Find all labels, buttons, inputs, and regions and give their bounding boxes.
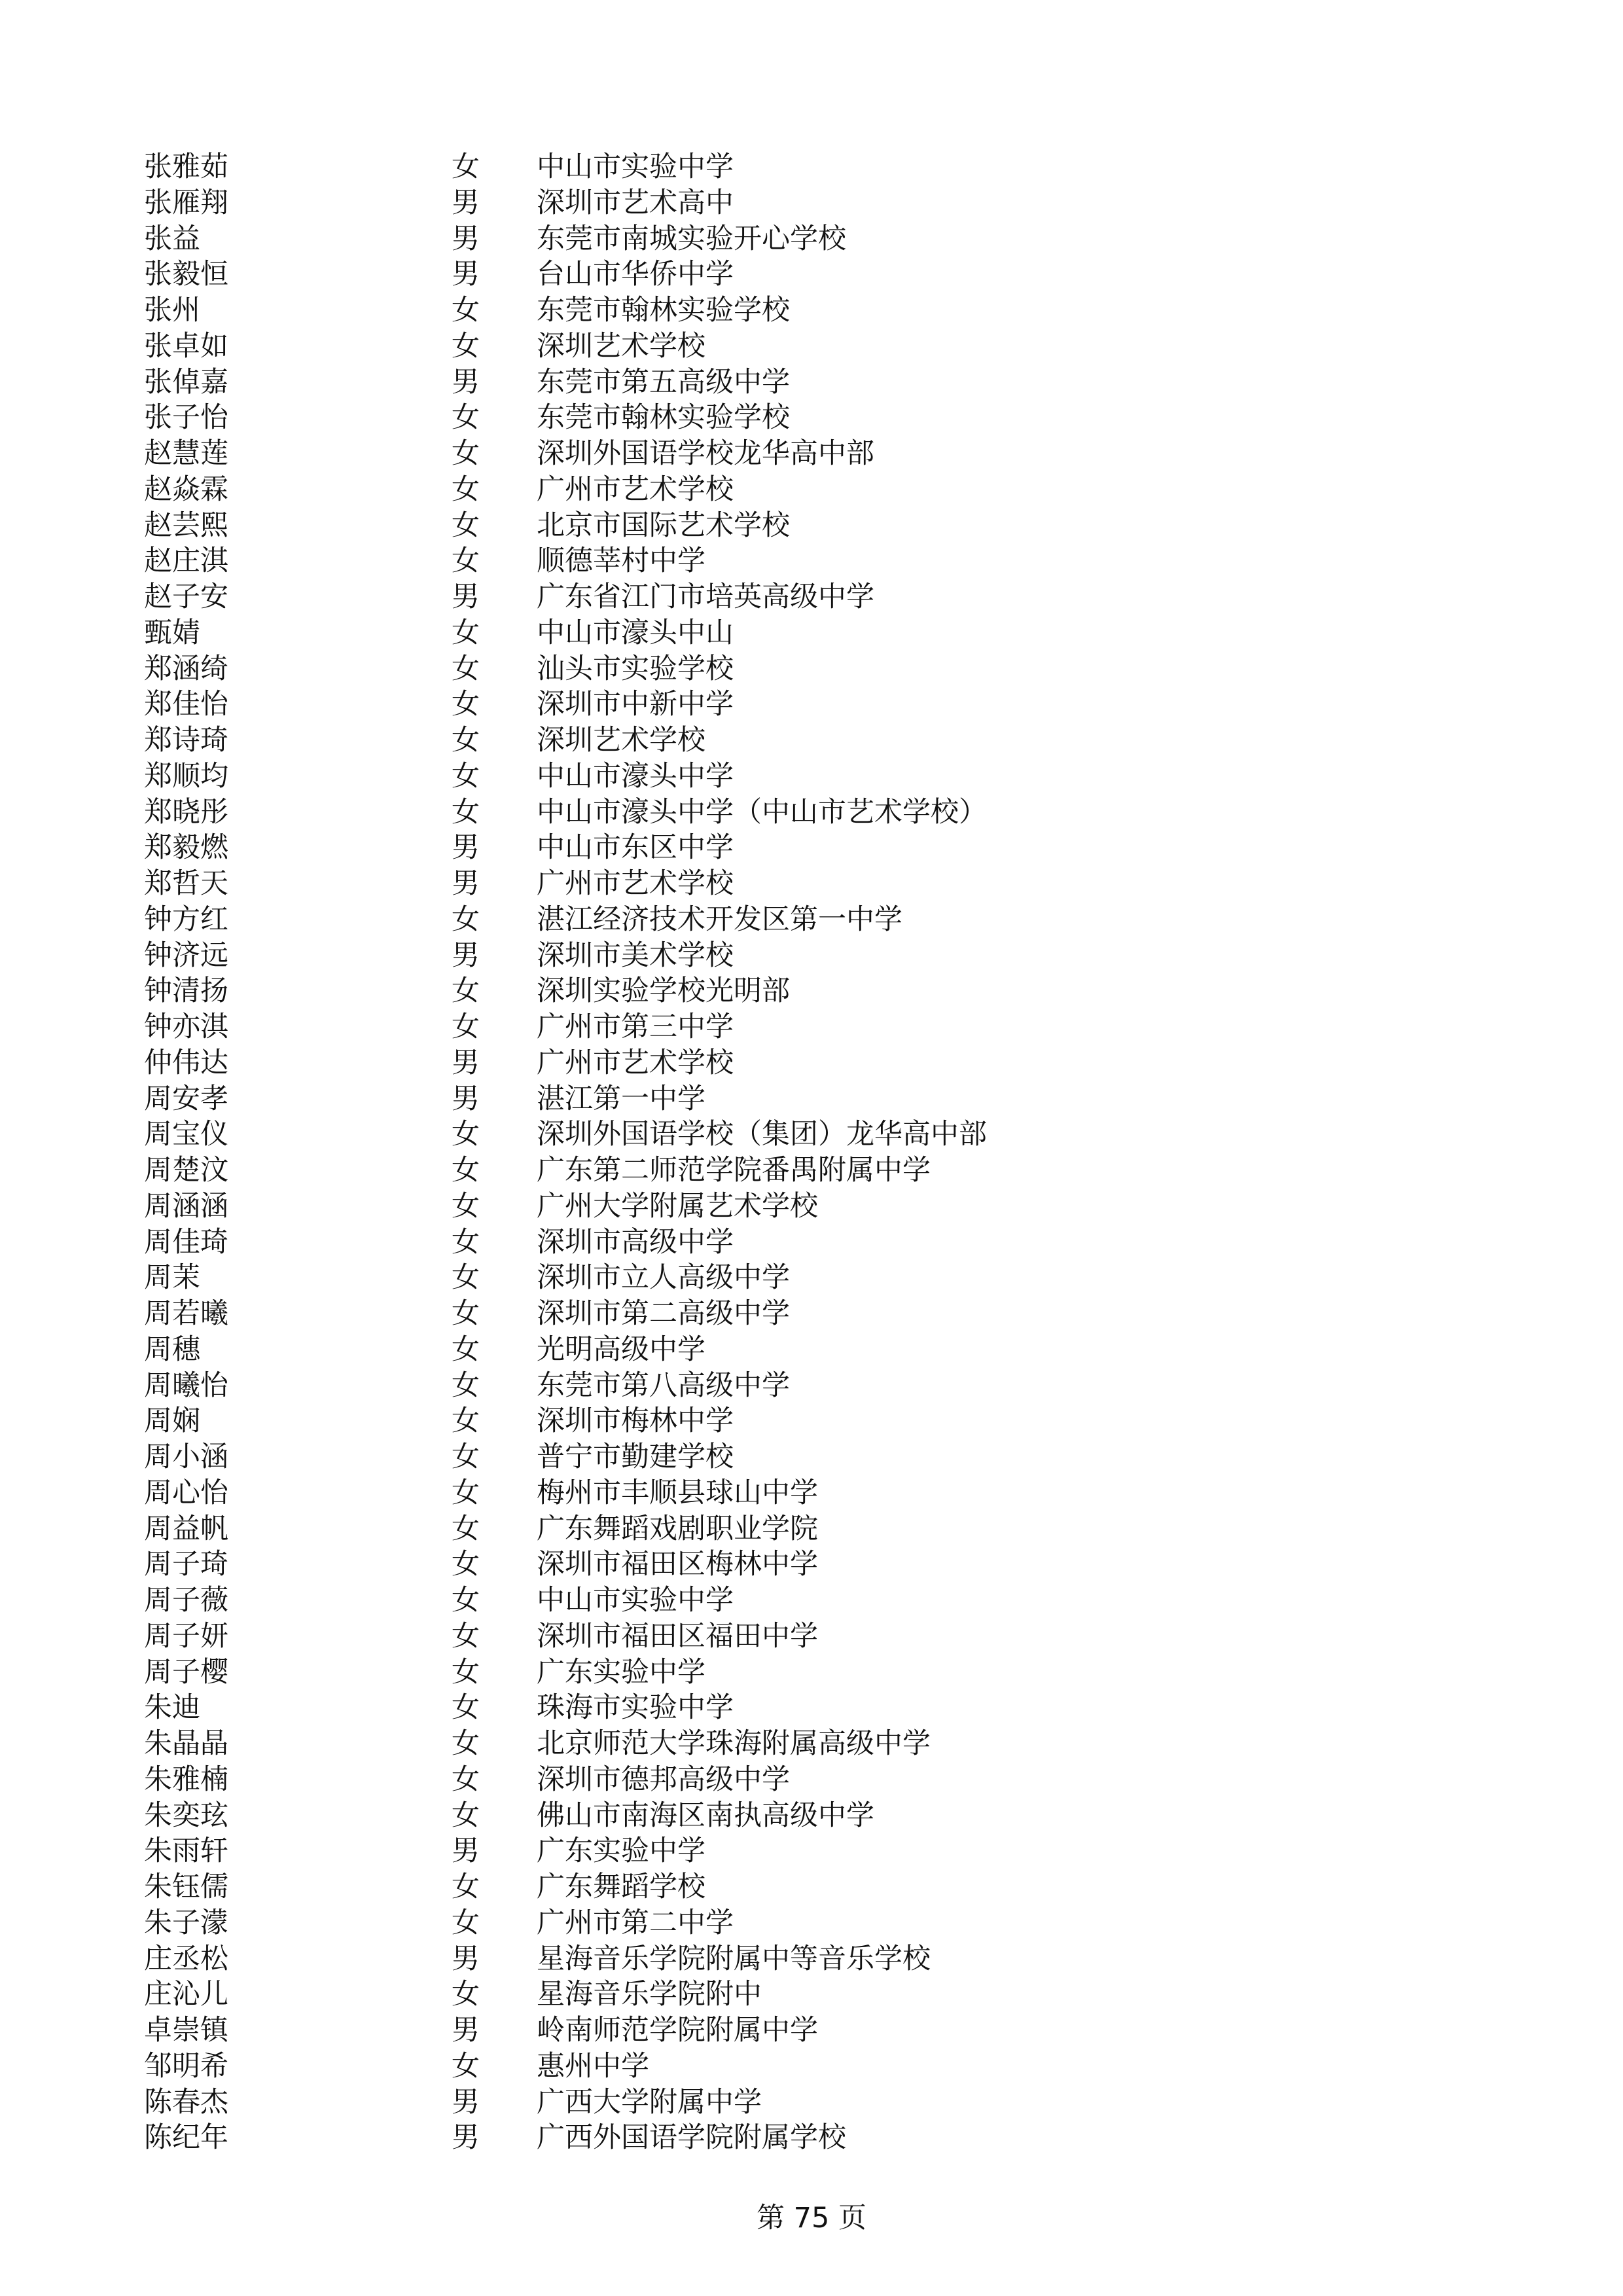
student-school: 深圳市中新中学 [537,688,734,721]
student-name: 陈春杰 [144,2085,228,2119]
roster-row [0,1081,1623,1117]
student-gender: 男 [452,258,480,291]
student-name: 陈纪年 [144,2121,228,2155]
student-gender: 女 [452,795,480,829]
roster-row [0,1977,1623,2013]
roster-row [0,1619,1623,1655]
roster-row [0,866,1623,902]
student-gender: 女 [452,1871,480,1903]
roster-row [0,293,1623,329]
student-name: 周小涵 [144,1441,228,1473]
student-school: 广东第二师范学院番禺附属中学 [537,1154,931,1187]
roster-row [0,723,1623,759]
student-name: 张倬嘉 [144,365,228,399]
student-name: 郑哲天 [144,867,228,900]
roster-row [0,257,1623,293]
student-school: 深圳市德邦高级中学 [537,1763,790,1796]
student-school: 惠州中学 [537,2049,649,2083]
roster-row [0,973,1623,1009]
student-gender: 女 [452,401,480,435]
student-gender: 女 [452,1261,480,1295]
student-school: 岭南师范学院附属中学 [537,2014,818,2047]
student-school: 深圳市福田区福田中学 [537,1619,818,1653]
student-gender: 女 [452,1691,480,1725]
roster-row [0,1905,1623,1941]
student-gender: 男 [452,939,480,972]
page-number: 第 75 页 [756,2202,867,2234]
student-school: 广东省江门市培英高级中学 [537,581,874,613]
student-gender: 女 [452,1405,480,1438]
student-school: 北京师范大学珠海附属高级中学 [537,1727,931,1760]
student-gender: 女 [452,1727,480,1760]
student-name: 赵庄淇 [144,545,228,578]
roster-row [0,830,1623,866]
student-gender: 男 [452,2014,480,2047]
student-school: 北京市国际艺术学校 [537,509,790,542]
student-gender: 男 [452,222,480,255]
student-name: 周穗 [144,1333,200,1366]
student-gender: 男 [452,365,480,399]
roster-row [0,1189,1623,1225]
student-name: 钟方红 [144,903,228,936]
student-school: 梅州市丰顺县球山中学 [537,1476,818,1509]
student-gender: 女 [452,903,480,936]
student-school: 深圳市美术学校 [537,939,734,972]
roster-row [0,2013,1623,2049]
roster-row [0,1009,1623,1045]
student-school: 东莞市翰林实验学校 [537,401,790,435]
student-school: 中山市实验中学 [537,151,734,183]
student-name: 钟清扬 [144,975,228,1008]
student-gender: 女 [452,652,480,685]
student-gender: 女 [452,1799,480,1832]
student-school: 深圳外国语学校龙华高中部 [537,437,874,470]
student-school: 广州市艺术学校 [537,473,734,506]
roster-row [0,795,1623,831]
student-name: 赵芸熙 [144,509,228,542]
student-gender: 女 [452,688,480,721]
student-school: 广州市艺术学校 [537,867,734,900]
student-name: 张益 [144,222,200,255]
student-school: 广东舞蹈学校 [537,1871,705,1903]
roster-row [0,1439,1623,1475]
student-school: 深圳市艺术高中 [537,186,734,219]
roster-row [0,365,1623,401]
student-school: 普宁市勤建学校 [537,1441,734,1473]
student-gender: 女 [452,1154,480,1187]
roster-row [0,2085,1623,2121]
student-name: 周楚汶 [144,1154,228,1187]
student-gender: 女 [452,1369,480,1402]
student-name: 钟亦淇 [144,1011,228,1043]
student-gender: 女 [452,1189,480,1223]
student-gender: 女 [452,294,480,327]
student-school: 深圳外国语学校（集团）龙华高中部 [537,1118,987,1151]
student-name: 周涵涵 [144,1189,228,1223]
student-school: 中山市东区中学 [537,831,734,865]
student-name: 钟济远 [144,939,228,972]
roster-row [0,329,1623,365]
student-gender: 女 [452,1225,480,1259]
roster-row [0,1547,1623,1583]
student-gender: 男 [452,1082,480,1115]
student-school: 深圳实验学校光明部 [537,975,790,1008]
roster-row [0,1762,1623,1798]
student-name: 赵慧莲 [144,437,228,470]
student-school: 广州市第二中学 [537,1906,734,1939]
student-school: 湛江经济技术开发区第一中学 [537,903,902,936]
student-school: 湛江第一中学 [537,1082,705,1115]
student-name: 郑诗琦 [144,724,228,757]
student-school: 广西外国语学院附属学校 [537,2121,846,2155]
roster-row [0,1225,1623,1261]
student-name: 庄丞松 [144,1942,228,1975]
student-school: 星海音乐学院附属中等音乐学校 [537,1942,931,1975]
student-school: 广东实验中学 [537,1835,705,1868]
student-gender: 女 [452,437,480,470]
student-gender: 女 [452,1906,480,1939]
roster-row [0,1260,1623,1296]
student-school: 广州市艺术学校 [537,1046,734,1079]
student-school: 深圳艺术学校 [537,329,705,363]
student-name: 朱晶晶 [144,1727,228,1760]
student-school: 东莞市第五高级中学 [537,365,790,399]
student-gender: 女 [452,2049,480,2083]
student-school: 佛山市南海区南执高级中学 [537,1799,874,1832]
student-school: 深圳市第二高级中学 [537,1297,790,1330]
student-name: 张雁翔 [144,186,228,219]
student-name: 张毅恒 [144,258,228,291]
roster-row [0,1583,1623,1619]
roster-row [0,2049,1623,2085]
student-school: 广西大学附属中学 [537,2085,762,2119]
student-gender: 女 [452,1441,480,1473]
student-school: 东莞市翰林实验学校 [537,294,790,327]
student-gender: 女 [452,1512,480,1545]
student-gender: 男 [452,2085,480,2119]
student-name: 朱雨轩 [144,1835,228,1868]
roster-row [0,149,1623,185]
student-name: 张雅茹 [144,151,228,183]
student-gender: 男 [452,1942,480,1975]
roster-row [0,938,1623,974]
student-name: 赵焱霖 [144,473,228,506]
roster-row [0,1655,1623,1691]
student-school: 中山市濠头中学 [537,759,734,793]
student-gender: 女 [452,975,480,1008]
student-name: 周茉 [144,1261,200,1295]
student-gender: 女 [452,1011,480,1043]
student-gender: 女 [452,1476,480,1509]
student-gender: 女 [452,473,480,506]
roster-list [0,149,1623,2156]
roster-row [0,508,1623,544]
roster-row [0,759,1623,795]
roster-row [0,687,1623,723]
student-school: 中山市濠头中山 [537,616,734,649]
student-name: 朱子濛 [144,1906,228,1939]
roster-row [0,1045,1623,1081]
roster-row [0,1833,1623,1869]
student-name: 郑顺均 [144,759,228,793]
student-name: 邹明希 [144,2049,228,2083]
student-name: 朱奕玹 [144,1799,228,1832]
student-name: 周心怡 [144,1476,228,1509]
student-name: 周宝仪 [144,1118,228,1151]
student-gender: 女 [452,1619,480,1653]
roster-row [0,1332,1623,1368]
student-name: 张州 [144,294,200,327]
roster-row [0,1368,1623,1404]
roster-row [0,1117,1623,1153]
student-gender: 男 [452,2121,480,2155]
roster-row [0,1726,1623,1762]
roster-row [0,1869,1623,1905]
student-gender: 女 [452,1655,480,1689]
student-name: 郑晓彤 [144,795,228,829]
student-gender: 女 [452,329,480,363]
roster-row [0,1690,1623,1726]
student-name: 卓崇镇 [144,2014,228,2047]
roster-row [0,1475,1623,1511]
roster-row [0,902,1623,938]
student-name: 郑毅燃 [144,831,228,865]
roster-row [0,1403,1623,1439]
roster-row [0,1511,1623,1547]
student-name: 庄沁儿 [144,1978,228,2011]
student-name: 周若曦 [144,1297,228,1330]
roster-row [0,2120,1623,2156]
student-name: 朱钰儒 [144,1871,228,1903]
roster-row [0,436,1623,472]
roster-row [0,472,1623,508]
student-name: 周佳琦 [144,1225,228,1259]
student-school: 广东舞蹈戏剧职业学院 [537,1512,818,1545]
student-gender: 女 [452,724,480,757]
student-gender: 女 [452,759,480,793]
student-gender: 女 [452,1118,480,1151]
student-name: 朱雅楠 [144,1763,228,1796]
roster-row [0,1798,1623,1834]
student-school: 深圳艺术学校 [537,724,705,757]
student-school: 深圳市梅林中学 [537,1405,734,1438]
student-school: 光明高级中学 [537,1333,705,1366]
student-school: 星海音乐学院附中 [537,1978,762,2011]
student-name: 郑涵绮 [144,652,228,685]
student-gender: 男 [452,1835,480,1868]
roster-row [0,543,1623,579]
student-gender: 女 [452,1333,480,1366]
student-school: 广州大学附属艺术学校 [537,1189,818,1223]
student-gender: 女 [452,1763,480,1796]
student-school: 东莞市第八高级中学 [537,1369,790,1402]
student-name: 周安孝 [144,1082,228,1115]
roster-row [0,651,1623,687]
student-name: 张卓如 [144,329,228,363]
student-name: 周益帆 [144,1512,228,1545]
student-gender: 女 [452,1297,480,1330]
student-name: 周子琦 [144,1548,228,1581]
student-school: 东莞市南城实验开心学校 [537,222,846,255]
student-gender: 女 [452,1584,480,1617]
student-gender: 男 [452,867,480,900]
student-gender: 女 [452,509,480,542]
roster-row [0,579,1623,615]
student-school: 深圳市福田区梅林中学 [537,1548,818,1581]
student-gender: 女 [452,1978,480,2011]
student-school: 台山市华侨中学 [537,258,734,291]
roster-row [0,1941,1623,1977]
roster-row [0,400,1623,436]
student-name: 赵子安 [144,581,228,613]
student-school: 中山市实验中学 [537,1584,734,1617]
student-name: 周曦怡 [144,1369,228,1402]
student-name: 甄婧 [144,616,200,649]
roster-row [0,221,1623,257]
student-gender: 男 [452,581,480,613]
roster-row [0,1153,1623,1189]
student-gender: 女 [452,616,480,649]
student-school: 广东实验中学 [537,1655,705,1689]
student-name: 周子樱 [144,1655,228,1689]
student-name: 周子妍 [144,1619,228,1653]
student-gender: 男 [452,831,480,865]
student-gender: 男 [452,1046,480,1079]
student-school: 深圳市高级中学 [537,1225,734,1259]
student-name: 周娴 [144,1405,200,1438]
student-school: 中山市濠头中学（中山市艺术学校） [537,795,987,829]
student-gender: 女 [452,545,480,578]
roster-row [0,1296,1623,1332]
student-name: 张子怡 [144,401,228,435]
student-school: 珠海市实验中学 [537,1691,734,1725]
student-school: 深圳市立人高级中学 [537,1261,790,1295]
student-name: 郑佳怡 [144,688,228,721]
student-school: 汕头市实验学校 [537,652,734,685]
roster-row [0,185,1623,221]
student-gender: 女 [452,151,480,183]
roster-row [0,615,1623,651]
student-gender: 男 [452,186,480,219]
student-school: 顺德莘村中学 [537,545,705,578]
student-name: 周子薇 [144,1584,228,1617]
student-gender: 女 [452,1548,480,1581]
student-name: 朱迪 [144,1691,200,1725]
student-school: 广州市第三中学 [537,1011,734,1043]
student-name: 仲伟达 [144,1046,228,1079]
